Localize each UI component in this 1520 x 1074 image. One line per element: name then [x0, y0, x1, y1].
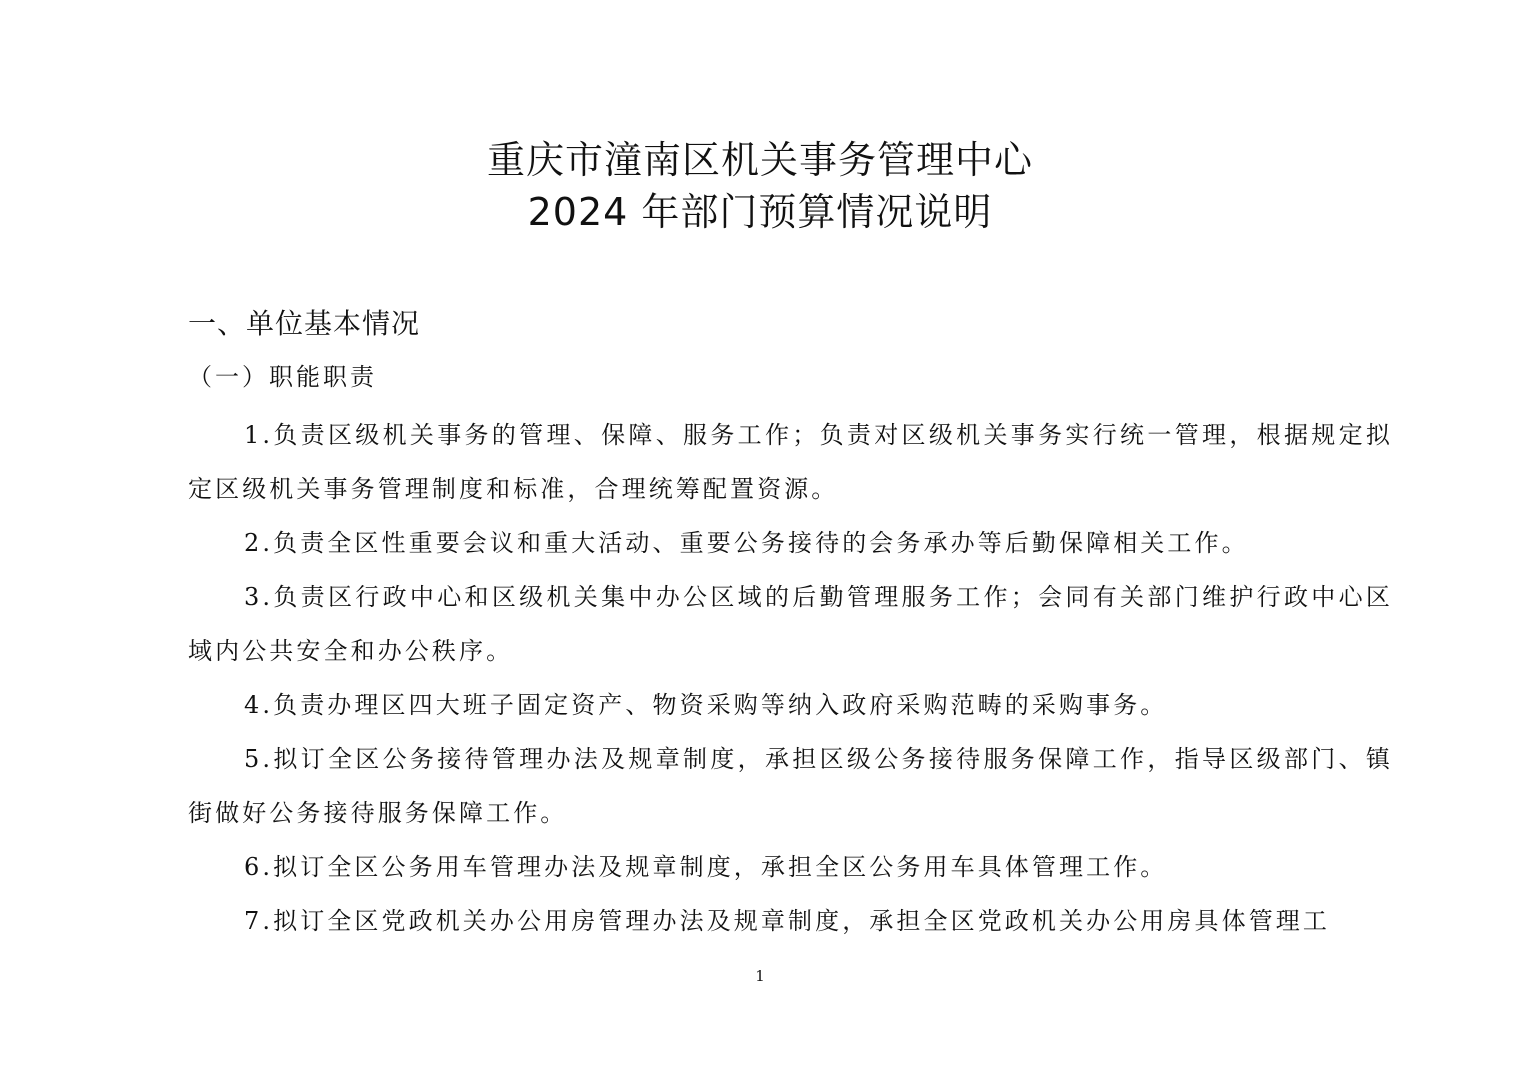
- duty-paragraph-5: 5.拟订全区公务接待管理办法及规章制度，承担区级公务接待服务保障工作，指导区级部门、镇街做好公务接待服务保障工作。: [188, 745, 1393, 827]
- duty-paragraph-2: 2.负责全区性重要会议和重大活动、重要公务接待的会务承办等后勤保障相关工作。: [244, 529, 1249, 557]
- duty-paragraph-3: 3.负责区行政中心和区级机关集中办公区域的后勤管理服务工作；会同有关部门维护行政中心区域内公共安全和办公秩序。: [188, 583, 1393, 665]
- duty-paragraph-1: 1.负责区级机关事务的管理、保障、服务工作；负责对区级机关事务实行统一管理，根据规定拟定区级机关事务管理制度和标准，合理统筹配置资源。: [188, 421, 1393, 503]
- section-heading: 一、单位基本情况: [188, 307, 421, 340]
- duty-paragraph-7: 7.拟订全区党政机关办公用房管理办法及规章制度，承担全区党政机关办公用房具体管理工: [244, 907, 1330, 935]
- document-title-line1: 重庆市潼南区机关事务管理中心: [486, 138, 1033, 182]
- duty-paragraph-4: 4.负责办理区四大班子固定资产、物资采购等纳入政府采购范畴的采购事务。: [244, 691, 1168, 719]
- subsection-heading: （一）职能职责: [188, 363, 377, 391]
- document-title-line2: 2024 年部门预算情况说明: [527, 190, 993, 234]
- document-body: [188, 408, 1393, 948]
- duty-paragraph-6: 6.拟订全区公务用车管理办法及规章制度，承担全区公务用车具体管理工作。: [244, 853, 1168, 881]
- page-number: 1: [755, 967, 765, 985]
